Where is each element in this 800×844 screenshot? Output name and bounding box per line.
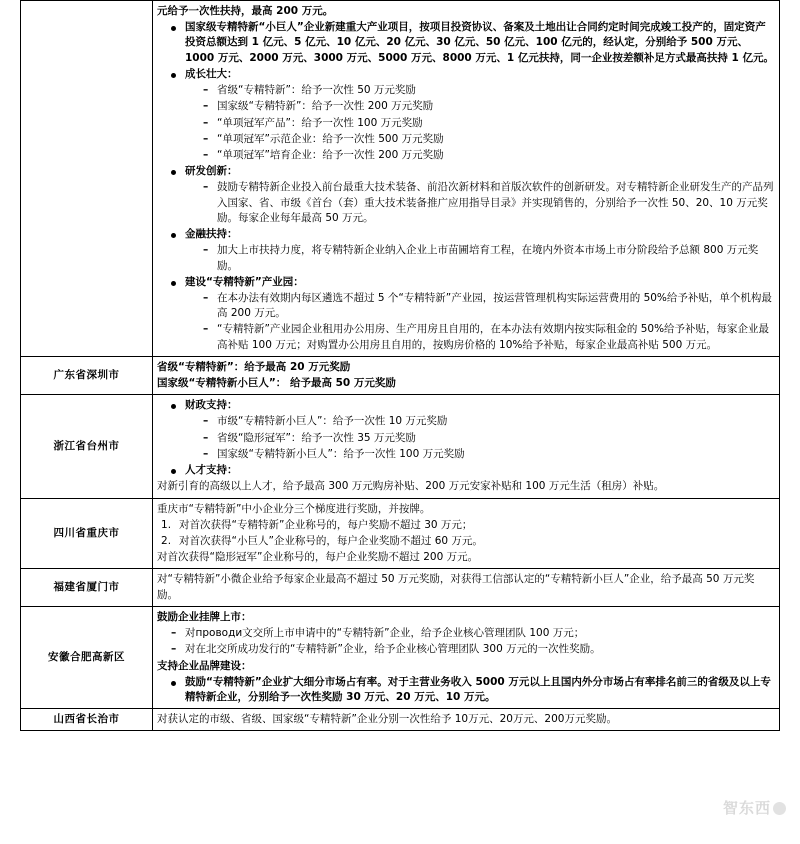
policy-content-cell (153, 709, 780, 731)
table-row (21, 709, 780, 731)
region-cell-shenzhen: 广东省深圳市 (21, 356, 153, 394)
sub-list-item: – 鼓励专精特新企业投入前台最重大技术装备、前沿次新材料和首版次软件的创新研发。对专精特新企业研发生产的产品列入国家、省、市级《首台（套）重大技术装备推广应用指导目录》并实现销售的，分别给予一次性 50、20、10 万元奖励。每家企业每年最高 50 万元。 (203, 180, 775, 226)
sub-list (185, 414, 775, 462)
sub-list-item: – “单项冠军”示范企业：给予一次性 500 万元奖励 (203, 132, 775, 147)
region-cell-taizhou: 浙江省台州市 (21, 395, 153, 498)
sub-list (185, 180, 775, 226)
region-cell-hefei: 安徽合肥高新区 (21, 606, 153, 708)
table-row (21, 1, 780, 357)
policy-line: 省级“专精特新”：给予最高 20 万元奖励 (157, 360, 351, 373)
region-cell-chongqing: 四川省重庆市 (21, 498, 153, 569)
list-item: 对首次获得“小巨人”企业称号的，每户企业奖励不超过 60 万元。 (179, 535, 483, 547)
bullet-text: 研发创新： (185, 165, 238, 178)
bullet-text: 鼓励“专精特新”企业扩大细分市场占有率。对于主营业务收入 5000 万元以上且国内外分市场占有率排名前三的省级及以上专精特新企业，分别给予一次性奖励 30 万元、20 万元、10 万元。 (185, 675, 771, 703)
list-item (171, 463, 775, 478)
policy-subheading: 鼓励企业挂牌上市： (157, 610, 252, 623)
region-cell (21, 1, 153, 357)
continued-paragraph: 元给予一次性扶持，最高 200 万元。 (157, 5, 334, 17)
bullet-text: 财政支持： (185, 399, 238, 412)
region-cell-xiamen: 福建省厦门市 (21, 569, 153, 606)
sub-list (185, 83, 775, 163)
bullet-list (157, 675, 775, 705)
watermark (723, 797, 786, 818)
list-item (171, 67, 775, 163)
policy-paragraph: 对获认定的市级、省级、国家级“专精特新”企业分别一次性给予 10万元、20万元、200万元奖励。 (157, 713, 617, 726)
table-row (21, 606, 780, 708)
sub-list-item: – 国家级“专精特新小巨人”：给予一次性 100 万元奖励 (203, 447, 775, 462)
bullet-text: 人才支持： (185, 464, 238, 477)
sub-list-item: – 在本办法有效期内每区遴选不超过 5 个“专精特新”产业园，按运营管理机构实际运营费用的 50%给予补贴，单个机构最高 200 万元。 (203, 291, 775, 321)
watermark-dot-icon (773, 802, 786, 815)
policy-content-cell (153, 356, 780, 394)
sub-list-item: – “单项冠军产品”：给予一次性 100 万元奖励 (203, 116, 775, 131)
sub-list-item: – “单项冠军”培育企业：给予一次性 200 万元奖励 (203, 148, 775, 163)
table-row (21, 569, 780, 606)
policy-line: 国家级“专精特新小巨人”： 给予最高 50 万元奖励 (157, 377, 396, 390)
sub-list-item: – 省级“专精特新”：给予一次性 50 万元奖励 (203, 83, 775, 98)
sub-list-item: – 市级“专精特新小巨人”：给予一次性 10 万元奖励 (203, 414, 775, 429)
list-item: – 对проводи文交所上市申请中的“专精特新”企业，给予企业核心管理团队 100 万元； (171, 626, 775, 641)
list-item (171, 20, 775, 66)
policy-paragraph: 对“专精特新”小微企业给予每家企业最高不超过 50 万元奖励，对获得工信部认定的“专精特新小巨人”企业，给予最高 50 万元奖励。 (157, 573, 755, 601)
bullet-text: 金融扶持： (185, 228, 238, 241)
list-item (171, 398, 775, 462)
sub-list-item: – 国家级“专精特新”：给予一次性 200 万元奖励 (203, 99, 775, 114)
bullet-text: 国家级专精特新“小巨人”企业新建重大产业项目，按项目投资协议、备案及土地出让合同约定时间完成竣工投产的，固定资产投资总额达到 1 亿元、5 亿元、10 亿元、20 亿元、30 亿元、50 亿元、100 亿元的，经认定，分别给予 500 万元、1000 万元、2000 万元、3000 万元、5000 万元、8000 万元、1 亿元扶持，同一企业按差额补足方式最高扶持 1 亿元。 (185, 21, 774, 64)
watermark-text: 智东西 (722, 799, 771, 817)
table-row (21, 356, 780, 394)
sub-list-item: – “专精特新”产业园企业租用办公用房、生产用房且自用的，在本办法有效期内按实际租金的 50%给予补贴，每家企业最高补贴 100 万元；对购置办公用房且自用的，按购房价格的 10%给予补贴，每家企业最高补贴 500 万元。 (203, 322, 775, 352)
list-item (171, 227, 775, 274)
policy-content-cell (153, 1, 780, 357)
sub-list (185, 291, 775, 353)
dash-list (157, 626, 775, 657)
policy-content-cell (153, 498, 780, 569)
table-row (21, 498, 780, 569)
policy-paragraph: 对新引育的高级以上人才，给予最高 300 万元购房补贴、200 万元安家补贴和 100 万元生活（租房）补贴。 (157, 480, 665, 493)
table-row (21, 395, 780, 498)
policy-table (20, 0, 780, 731)
list-item (171, 164, 775, 226)
sub-list (185, 243, 775, 273)
bullet-list (157, 398, 775, 478)
list-item: – 对在北交所成功发行的“专精特新”企业，给予企业核心管理团队 300 万元的一次性奖励。 (171, 642, 775, 657)
bullet-text: 成长壮大： (185, 67, 238, 80)
bullet-list (157, 20, 775, 353)
policy-paragraph: 重庆市“专精特新”中小企业分三个梯度进行奖励，并按牌。 (157, 502, 431, 515)
sub-list-item: – 省级“隐形冠军”：给予一次性 35 万元奖励 (203, 431, 775, 446)
list-item (171, 675, 775, 705)
policy-subheading: 支持企业品牌建设： (157, 659, 252, 672)
region-cell-changzhi: 山西省长治市 (21, 709, 153, 731)
numbered-list (157, 518, 775, 549)
list-item (171, 275, 775, 353)
sub-list-item: – 加大上市扶持力度，将专精特新企业纳入企业上市苗圃培育工程，在境内外资本市场上市分阶段给予总额 800 万元奖励。 (203, 243, 775, 273)
policy-content-cell (153, 395, 780, 498)
policy-content-cell (153, 569, 780, 606)
bullet-text: 建设“专精特新”产业园： (185, 275, 304, 288)
policy-content-cell (153, 606, 780, 708)
policy-paragraph: 对首次获得“隐形冠军”企业称号的，每户企业奖励不超过 200 万元。 (157, 551, 479, 564)
list-item: 对首次获得“专精特新”企业称号的，每户奖励不超过 30 万元； (179, 518, 473, 531)
